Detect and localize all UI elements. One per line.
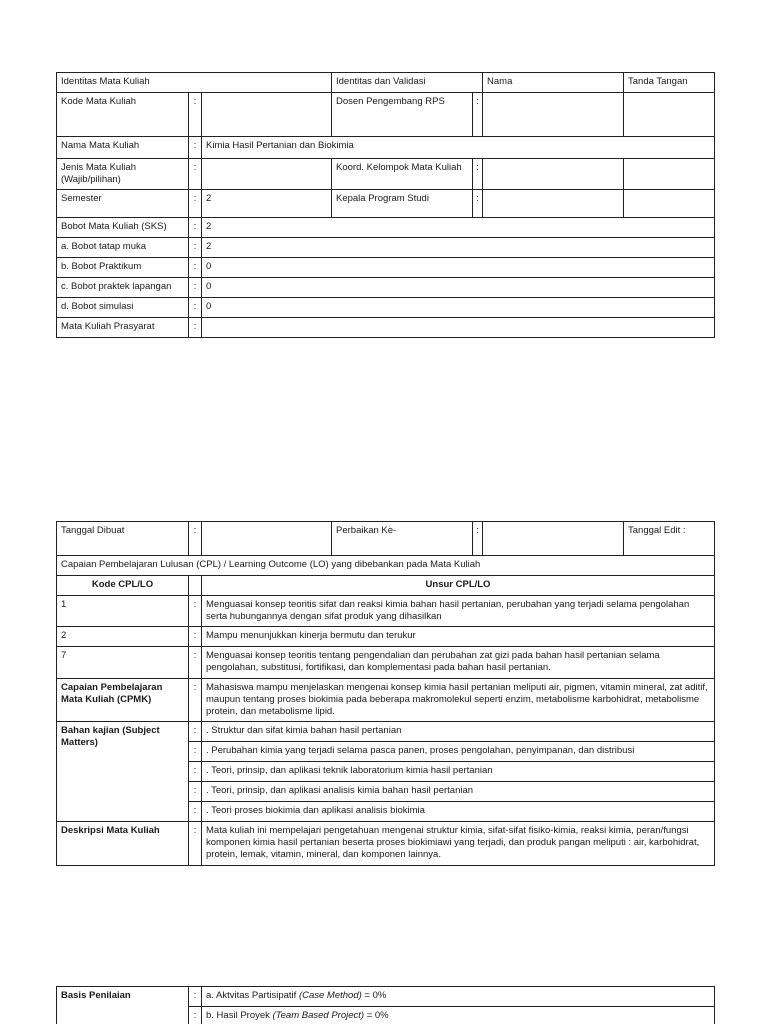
tanggal-dibuat-value (202, 522, 332, 556)
colon: : (189, 647, 202, 678)
bahan-item: . Struktur dan sifat kimia bahan hasil pertanian (202, 722, 715, 742)
cpl-heading: Capaian Pembelajaran Lulusan (CPL) / Learning Outcome (LO) yang dibebankan pada Mata Kuliah (57, 556, 715, 576)
bobot-sks-value: 2 (202, 218, 715, 238)
assessment-table (56, 986, 715, 1024)
colon: : (189, 627, 202, 647)
dosen-nama (483, 93, 624, 137)
colon: : (473, 159, 483, 190)
kaprodi-label: Kepala Program Studi (332, 190, 473, 218)
colon: : (189, 238, 202, 258)
cpl-row (57, 596, 715, 627)
colon: : (189, 278, 202, 298)
bahan-item: . Teori, prinsip, dan aplikasi analisis kimia bahan hasil pertanian (202, 782, 715, 802)
identitas-validasi-header: Identitas dan Validasi (332, 73, 483, 93)
cpl-code: 1 (57, 596, 189, 627)
praktek-row (57, 278, 715, 298)
tatap-muka-value: 2 (202, 238, 715, 258)
deskripsi-row (57, 822, 715, 865)
colon: : (189, 762, 202, 782)
tanggal-row (57, 522, 715, 556)
kaprodi-nama (483, 190, 624, 218)
koord-label: Koord. Kelompok Mata Kuliah (332, 159, 473, 190)
bobot-sks-label: Bobot Mata Kuliah (SKS) (57, 218, 189, 238)
koord-tanda-tangan (624, 159, 715, 190)
course-identity-table (56, 72, 715, 338)
jenis-label: Jenis Mata Kuliah (Wajib/pilihan) (57, 159, 189, 190)
cpmk-label: Capaian Pembelajaran Mata Kuliah (CPMK) (57, 678, 189, 721)
identitas-mk-header: Identitas Mata Kuliah (57, 73, 332, 93)
tanda-tangan-header: Tanda Tangan (624, 73, 715, 93)
prasyarat-value (202, 318, 715, 338)
cpl-heading-row (57, 556, 715, 576)
cpl-header-row (57, 576, 715, 596)
colon: : (189, 678, 202, 721)
jenis-value (202, 159, 332, 190)
basis-penilaian-label: Basis Penilaian (57, 987, 189, 1024)
colon: : (189, 742, 202, 762)
cpmk-text: Mahasiswa mampu menjelaskan mengenai konsep kimia hasil pertanian meliputi air, pigmen, vitamin mineral, zat aditif, maupun tentang proses biokimia pada beberapa makromolekul seperti enzim, metabolisme karbohidrat, metabolisme protein, dan metabolisme lipid. (202, 678, 715, 721)
assessment-item (202, 1007, 715, 1024)
colon: : (189, 1007, 202, 1024)
kode-value (202, 93, 332, 137)
colon: : (189, 802, 202, 822)
bahan-label: Bahan kajian (Subject Matters) (57, 722, 189, 822)
colon: : (473, 522, 483, 556)
tatap-muka-label: a. Bobot tatap muka (57, 238, 189, 258)
praktek-label: c. Bobot praktek lapangan (57, 278, 189, 298)
assessment-suffix: = 0% (361, 990, 387, 1001)
assessment-method: (Team Based Project) (272, 1010, 365, 1021)
assessment-method: (Case Method) (298, 990, 362, 1001)
bahan-row (57, 722, 715, 742)
praktikum-row (57, 258, 715, 278)
dosen-label: Dosen Pengembang RPS (332, 93, 473, 137)
kode-cpl-header: Kode CPL/LO (57, 576, 189, 596)
nama-mk-value: Kimia Hasil Pertanian dan Biokimia (202, 137, 715, 159)
praktikum-value: 0 (202, 258, 715, 278)
bobot-sks-row (57, 218, 715, 238)
tanggal-edit-label: Tanggal Edit : (624, 522, 715, 556)
colon: : (473, 93, 483, 137)
colon: : (189, 722, 202, 742)
semester-label: Semester (57, 190, 189, 218)
cpl-row (57, 647, 715, 678)
nama-header: Nama (483, 73, 624, 93)
bahan-item: . Teori, prinsip, dan aplikasi teknik laboratorium kimia hasil pertanian (202, 762, 715, 782)
kode-row (57, 93, 715, 137)
bahan-item: . Teori proses biokimia dan aplikasi analisis biokimia (202, 802, 715, 822)
praktek-value: 0 (202, 278, 715, 298)
header-spacer (189, 576, 202, 596)
learning-outcomes-table (56, 521, 715, 866)
cpl-code: 2 (57, 627, 189, 647)
prasyarat-row (57, 318, 715, 338)
cpl-text: Mampu menunjukkan kinerja bermutu dan terukur (202, 627, 715, 647)
deskripsi-label: Deskripsi Mata Kuliah (57, 822, 189, 865)
colon: : (189, 159, 202, 190)
colon: : (189, 987, 202, 1007)
assessment-suffix: = 0% (364, 1010, 389, 1021)
assessment-prefix: a. Aktvitas Partisipatif (206, 990, 299, 1001)
colon: : (189, 782, 202, 802)
colon: : (189, 93, 202, 137)
simulasi-value: 0 (202, 298, 715, 318)
cpl-text: Menguasai konsep teoritis tentang pengendalian dan perubahan zat gizi pada bahan hasil pertanian selama pengolahan, substitusi, fortifikasi, dan komplementasi pada bahan hasil pertanian. (202, 647, 715, 678)
colon: : (473, 190, 483, 218)
cpl-text: Menguasai konsep teoritis sifat dan reaksi kimia bahan hasil pertanian, perubahan yang terjadi selama pengolahan serta hubungannya dengan sifat produk yang dihasilkan (202, 596, 715, 627)
colon: : (189, 522, 202, 556)
colon: : (189, 258, 202, 278)
perbaikan-label: Perbaikan Ke- (332, 522, 473, 556)
colon: : (189, 137, 202, 159)
perbaikan-value (483, 522, 624, 556)
semester-value: 2 (202, 190, 332, 218)
kode-label: Kode Mata Kuliah (57, 93, 189, 137)
cpmk-row (57, 678, 715, 721)
colon: : (189, 298, 202, 318)
tatap-muka-row (57, 238, 715, 258)
deskripsi-text: Mata kuliah ini mempelajari pengetahuan mengenai struktur kimia, sifat-sifat fisiko-kimia, reaksi kimia, peran/fungsi komponen kimia hasil pertanian beserta proses biokimiawi yang terjadi, dan produk pangan meliputi : air, karbohidrat, protein, lemak, vitamin, mineral, dan komponen lainnya. (202, 822, 715, 865)
jenis-row (57, 159, 715, 190)
simulasi-row (57, 298, 715, 318)
colon: : (189, 822, 202, 865)
simulasi-label: d. Bobot simulasi (57, 298, 189, 318)
prasyarat-label: Mata Kuliah Prasyarat (57, 318, 189, 338)
cpl-row (57, 627, 715, 647)
dosen-tanda-tangan (624, 93, 715, 137)
colon: : (189, 218, 202, 238)
tanggal-dibuat-label: Tanggal Dibuat (57, 522, 189, 556)
nama-mk-label: Nama Mata Kuliah (57, 137, 189, 159)
bahan-item: . Perubahan kimia yang terjadi selama pasca panen, proses pengolahan, penyimpanan, dan distribusi (202, 742, 715, 762)
unsur-cpl-header: Unsur CPL/LO (202, 576, 715, 596)
identity-header-row (57, 73, 715, 93)
semester-row (57, 190, 715, 218)
assessment-row (57, 987, 715, 1007)
kaprodi-tanda-tangan (624, 190, 715, 218)
assessment-prefix: b. Hasil Proyek (206, 1010, 273, 1021)
colon: : (189, 596, 202, 627)
cpl-code: 7 (57, 647, 189, 678)
colon: : (189, 318, 202, 338)
koord-nama (483, 159, 624, 190)
nama-mk-row (57, 137, 715, 159)
praktikum-label: b. Bobot Praktikum (57, 258, 189, 278)
colon: : (189, 190, 202, 218)
assessment-item (202, 987, 715, 1007)
